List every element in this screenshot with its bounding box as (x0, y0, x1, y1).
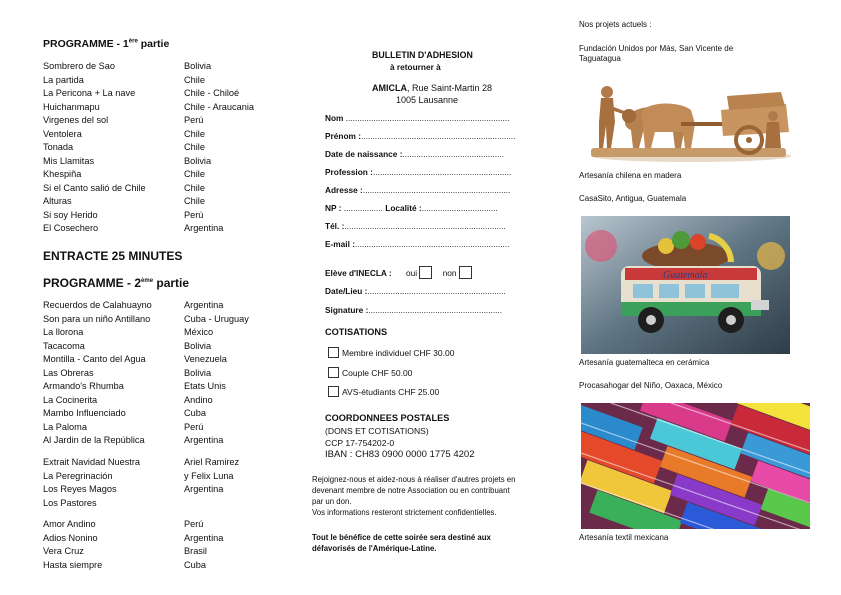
song-title: La Cocinerita (43, 394, 98, 405)
join-paragraph: Rejoignez-nous et aidez-nous à réaliser d'autres projets en devenant membre de notre Association ou en contribuant par un don. Vos informations resteront strictement confidentielles. (312, 475, 516, 517)
song-title: Tacacoma (43, 340, 85, 351)
cotisation-checkbox[interactable] (328, 347, 339, 358)
song-title: Ventolera (43, 128, 82, 139)
form-field-dots: ............................................................ (372, 167, 512, 177)
song-title: Extrait Navidad Nuestra (43, 457, 141, 467)
song-title: Sombrero de Sao (43, 61, 116, 71)
program-row (43, 532, 224, 543)
program-row (43, 196, 205, 206)
song-country: Bolivia (184, 367, 212, 378)
program-row (43, 519, 204, 529)
program2-title: PROGRAMME - 2ème partie (43, 276, 190, 290)
song-country: Andino (184, 394, 213, 405)
program-row (43, 142, 205, 152)
form-field-label: Tél. : (325, 221, 345, 231)
project1-caption: Artesanía chilena en madera (579, 171, 682, 180)
song-title: Vera Cruz (43, 546, 84, 556)
song-country: Perú (184, 519, 204, 529)
song-title: Los Pastores (43, 497, 97, 508)
song-title: Armando's Rhumba (43, 381, 124, 391)
form-field[interactable] (325, 131, 515, 141)
program-row (43, 394, 213, 405)
program-row (43, 115, 204, 125)
program-row (43, 101, 254, 112)
song-title: Al Jardin de la República (43, 435, 145, 445)
program-row (43, 421, 204, 432)
song-title: La Pericona + La nave (43, 88, 136, 98)
cotisation-label: Membre individuel CHF 30.00 (342, 348, 455, 358)
song-country: Cuba (184, 559, 206, 570)
entracte: ENTRACTE 25 MINUTES (43, 249, 183, 263)
song-title: Alturas (43, 196, 72, 206)
song-country: Chile (184, 128, 205, 139)
song-title: Virgenes del sol (43, 115, 109, 125)
project3-title: Procasahogar del Niño, Oaxaca, México (579, 381, 723, 390)
eleve-non-checkbox[interactable] (459, 266, 472, 279)
song-country: Chile (184, 142, 205, 152)
song-country: Argentina (184, 223, 224, 233)
song-country: Bolivia (184, 61, 212, 71)
project2-title: CasaSito, Antigua, Guatemala (579, 194, 687, 203)
song-title: Mambo Influenciado (43, 408, 126, 418)
cotisation-checkbox[interactable] (328, 367, 339, 378)
form-field-dots: ............................................ (402, 149, 504, 159)
form-field[interactable] (325, 149, 504, 159)
bulletin-title: BULLETIN D'ADHESION (372, 50, 473, 60)
coord-line-2: CCP 17-754202-0 (325, 438, 395, 448)
projects-title: Nos projets actuels : (579, 20, 652, 29)
program-row (43, 313, 249, 324)
song-country: Perú (184, 209, 204, 220)
form-field-label: Prénom : (325, 131, 361, 141)
song-title: La llorona (43, 327, 84, 337)
program-row (43, 484, 224, 494)
form-field[interactable] (325, 239, 509, 249)
form-field-label: E-mail : (325, 239, 355, 249)
song-country: y Felix Luna (184, 470, 234, 481)
form-field-dots: ...................................................................... (344, 221, 506, 231)
program-row (43, 155, 212, 166)
song-title: Las Obreras (43, 367, 94, 378)
cotisation-option[interactable] (328, 347, 454, 358)
program-row (43, 340, 212, 351)
form-field-label: NP : (325, 203, 342, 213)
iban: IBAN : CH83 0900 0000 1775 4202 (325, 449, 475, 460)
song-country: Chile (184, 169, 205, 179)
form-field-dots: ................................................................ (362, 185, 511, 195)
form-field-label: Profession : (325, 167, 373, 177)
date-lieu-field[interactable]: Date/Lieu :............................................................ (325, 286, 506, 296)
form-field-dots: ................................................................... (360, 131, 516, 141)
program1-title: PROGRAMME - 1ère partie (43, 38, 170, 50)
bulletin-city: 1005 Lausanne (396, 95, 459, 105)
chilean-wood-carving-image (581, 82, 793, 164)
song-title: El Cosechero (43, 223, 99, 233)
song-country: Perú (184, 115, 204, 125)
form-field-dots: ....................................................................... (343, 113, 510, 123)
form-field-label: Adresse : (325, 185, 363, 195)
benefit-note: Tout le bénéfice de cette soirée sera destiné aux défavorisés de l'Amérique-Latine. (312, 533, 491, 553)
cotisation-option[interactable] (328, 386, 439, 397)
song-country: Chile - Araucania (184, 101, 254, 112)
form-field[interactable] (325, 113, 509, 123)
program-row (43, 354, 227, 364)
song-title: Amor Andino (43, 519, 96, 529)
cotisation-option[interactable] (328, 367, 412, 378)
song-title: Montilla - Canto del Agua (43, 354, 146, 364)
program-row (43, 470, 234, 481)
song-title: Huichanmapu (43, 101, 100, 112)
song-country: Argentina (184, 435, 224, 445)
program-row (43, 408, 206, 418)
form-field[interactable] (325, 221, 506, 231)
song-title: Tonada (43, 142, 74, 152)
song-title: La partida (43, 74, 84, 85)
song-title: Recuerdos de Calahuayno (43, 300, 152, 310)
song-country: Argentina (184, 532, 224, 543)
song-country: Perú (184, 421, 204, 432)
song-country: Bolivia (184, 340, 212, 351)
song-title: Hasta siempre (43, 559, 103, 570)
song-country: Chile (184, 74, 205, 85)
program-row (43, 169, 205, 179)
song-title: Mis Llamitas (43, 155, 95, 166)
project2-caption: Artesanía guatemalteca en cerámica (579, 358, 710, 367)
song-title: Son para un niño Antillano (43, 313, 151, 324)
eleve-oui-checkbox[interactable] (419, 266, 432, 279)
program-row (43, 457, 240, 467)
song-country: Chile - Chiloé (184, 88, 240, 98)
form-field[interactable] (325, 185, 510, 195)
program-row (43, 300, 224, 310)
song-title: Si el Canto salió de Chile (43, 182, 146, 193)
program-row (43, 327, 214, 337)
program-row (43, 182, 205, 193)
program-row (43, 367, 212, 378)
cotisation-checkbox[interactable] (328, 386, 339, 397)
coord-title: COORDONNEES POSTALES (325, 413, 450, 423)
program-row (43, 128, 205, 139)
guatemalan-ceramic-bus-image (581, 216, 790, 354)
song-title: La Paloma (43, 421, 87, 432)
mexican-textile-image (581, 403, 810, 529)
program-row (43, 74, 205, 85)
song-title: Los Reyes Magos (43, 484, 117, 494)
bulletin-address: AMICLA, Rue Saint-Martin 28 (372, 83, 493, 93)
form-field-label: Date de naissance : (325, 149, 403, 159)
cotisation-label: AVS-étudiants CHF 25.00 (342, 387, 440, 397)
bulletin-subtitle: à retourner à (390, 62, 441, 72)
form-field-dots: ................. (341, 203, 386, 213)
song-country: Argentina (184, 484, 224, 494)
form-field-dots: ................................. (421, 203, 498, 213)
coord-line-1: (DONS ET COTISATIONS) (325, 426, 429, 436)
form-field[interactable] (325, 167, 511, 177)
program-row (43, 61, 212, 71)
song-country: Argentina (184, 300, 224, 310)
song-title: La Peregrinación (43, 470, 113, 481)
cotisation-label: Couple CHF 50.00 (342, 367, 413, 378)
form-field-label: Nom (325, 113, 344, 123)
song-country: Chile (184, 196, 205, 206)
song-country: Cuba - Uruguay (184, 313, 249, 324)
song-country: Chile (184, 182, 205, 193)
song-title: Adios Nonino (43, 532, 98, 543)
song-country: Etats Unis (184, 381, 226, 391)
project3-caption: Artesanía textil mexicana (579, 533, 669, 542)
program-row (43, 223, 224, 233)
song-country: México (184, 327, 214, 337)
song-title: Si soy Herido (43, 209, 98, 220)
song-title: Khespiña (43, 169, 82, 179)
project1-title: Fundación Unidos por Más, San Vicente de Taguatagua (579, 44, 734, 63)
program-row (43, 498, 97, 508)
form-field-dots: ................................................................... (354, 239, 510, 249)
song-country: Cuba (184, 408, 206, 418)
program-row (43, 559, 206, 570)
cotisations-title: COTISATIONS (325, 327, 388, 337)
program-row (43, 435, 224, 445)
song-country: Ariel Ramirez (184, 457, 240, 467)
song-country: Bolivia (184, 155, 212, 166)
song-country: Venezuela (184, 354, 227, 364)
form-field[interactable] (325, 203, 498, 213)
song-country: Brasil (184, 546, 207, 556)
signature-field[interactable]: Signature :.......................................................... (325, 305, 503, 315)
program-row (43, 88, 240, 98)
program-row (43, 381, 226, 391)
program-row (43, 546, 207, 556)
form-field-label: Localité : (385, 203, 422, 213)
eleve-field: Elève d'INECLA : oui non (325, 266, 472, 279)
program-row (43, 209, 204, 220)
bus-sign-text: Guatemala (663, 270, 708, 281)
